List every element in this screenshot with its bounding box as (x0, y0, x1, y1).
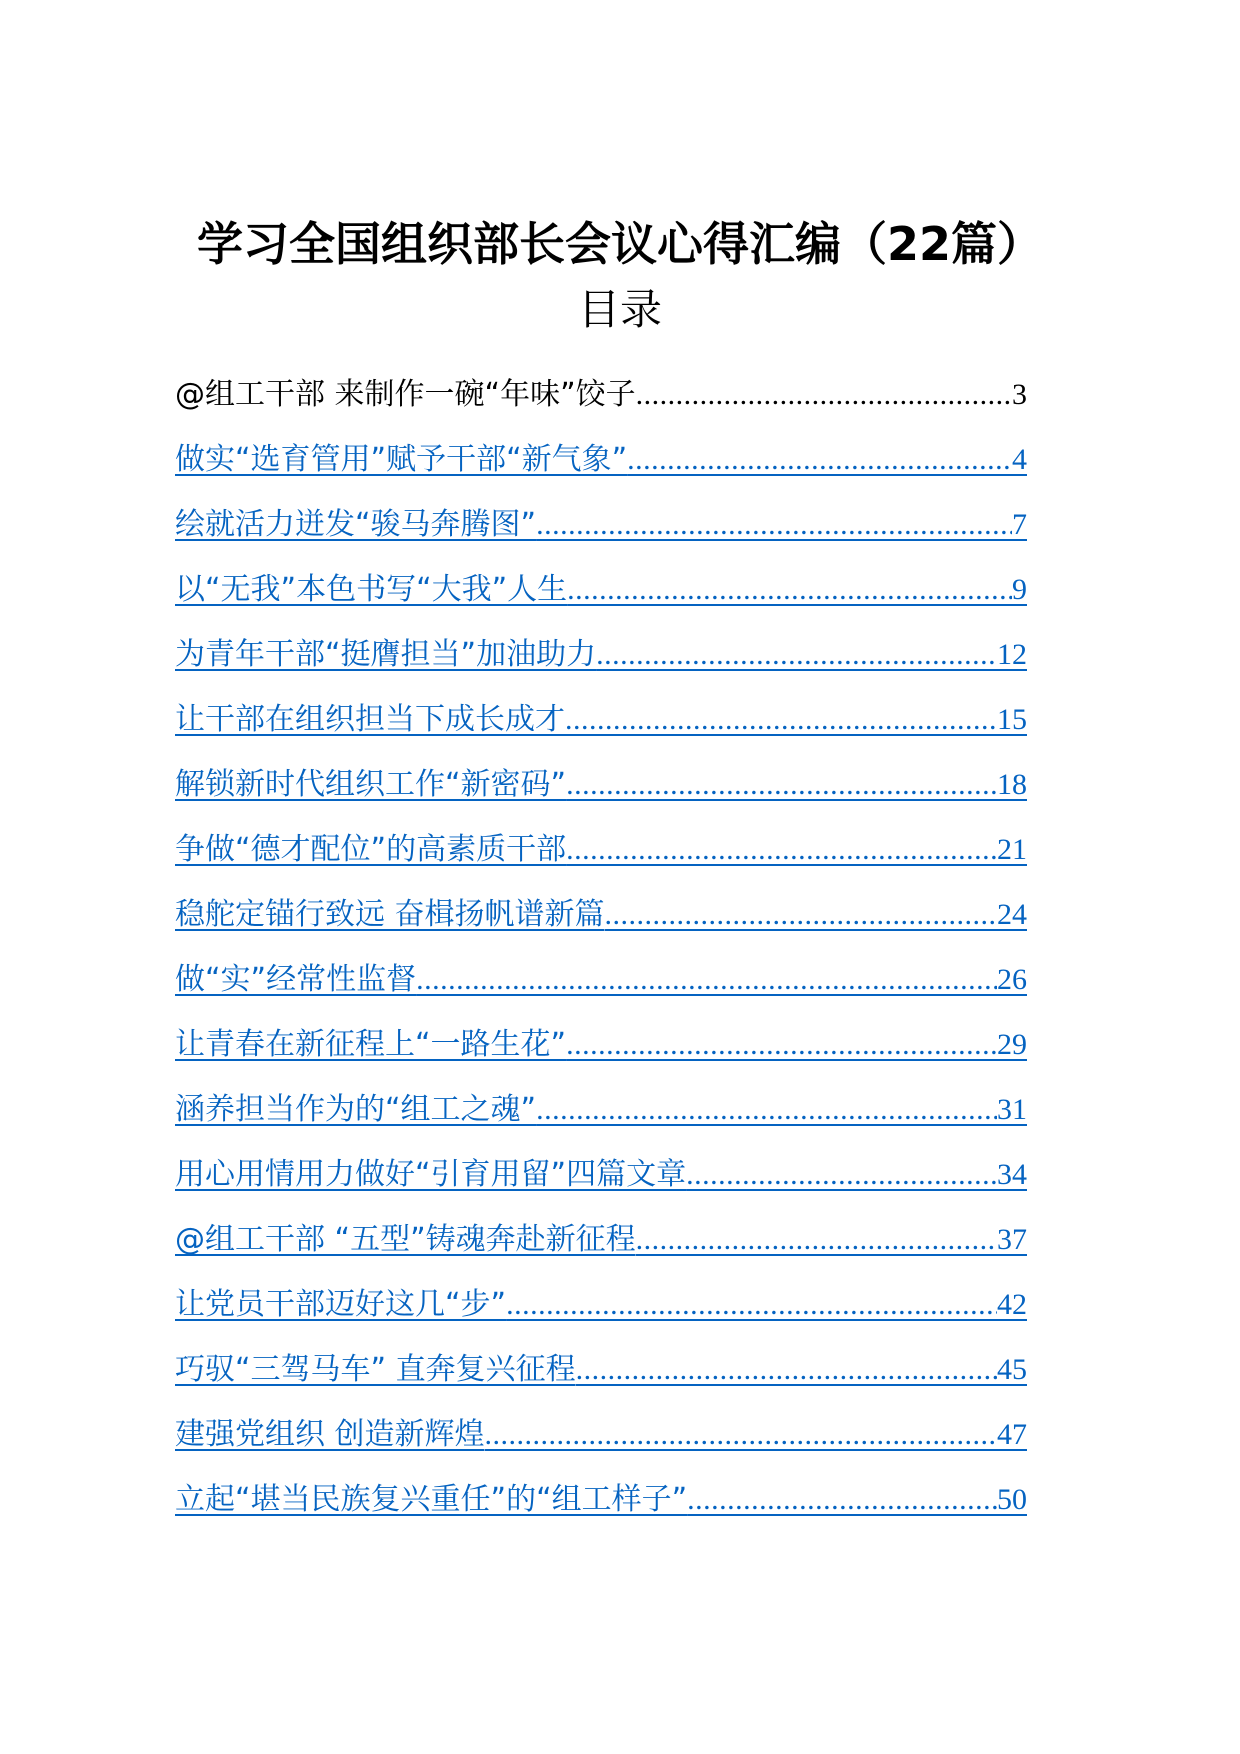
toc-link-6[interactable] (175, 677, 1027, 742)
toc-entry-title: 用心用情用力做好“引育用留”四篇文章 (175, 1157, 687, 1192)
toc-link-2[interactable] (175, 417, 1027, 482)
toc-entry-title: 做实“选育管用”赋予干部“新气象” (175, 442, 628, 477)
toc-entry-page: 4 (1012, 443, 1027, 476)
toc-entry-page: 3 (1012, 378, 1027, 411)
toc-entry-title: 稳舵定锚行致远 奋楫扬帆谱新篇 (175, 897, 605, 932)
toc-link-17[interactable] (175, 1392, 1027, 1457)
toc-entry-title: 建强党组织 创造新辉煌 (175, 1417, 485, 1452)
toc-entry-title: 立起“堪当民族复兴重任”的“组工样子” (175, 1482, 688, 1517)
toc-entry-page: 15 (997, 703, 1027, 736)
toc-entry-title: 争做“德才配位”的高素质干部 (175, 832, 567, 867)
toc-entry-page: 45 (997, 1353, 1027, 1386)
toc-leader-dots (687, 1478, 997, 1522)
toc-entry-1 (175, 352, 1027, 417)
toc-leader-dots (565, 698, 997, 742)
toc-link-18[interactable] (175, 1457, 1027, 1522)
toc-leader-dots (485, 1413, 997, 1457)
toc-leader-dots (566, 763, 997, 807)
toc-link-10[interactable] (175, 937, 1027, 1002)
toc-link-14[interactable] (175, 1197, 1027, 1262)
toc-entry-title: 涵养担当作为的“组工之魂” (175, 1092, 537, 1127)
toc-link-7[interactable] (175, 742, 1027, 807)
toc-link-3[interactable] (175, 482, 1027, 547)
toc-leader-dots (686, 1153, 997, 1197)
toc-entry-title: @组工干部 来制作一碗“年味”饺子 (175, 377, 636, 412)
toc-heading: 目录 (577, 285, 662, 334)
toc-entry-title: 以“无我”本色书写“大我”人生 (175, 572, 568, 607)
toc-leader-dots (566, 1023, 997, 1067)
toc-leader-dots (636, 1218, 997, 1262)
toc-link-11[interactable] (175, 1002, 1027, 1067)
toc-link-8[interactable] (175, 807, 1027, 872)
document-title: 学习全国组织部长会议心得汇编（22篇） (196, 217, 1043, 271)
toc-entry-page: 9 (1012, 573, 1027, 606)
toc-entry-title: 让青春在新征程上“一路生花” (175, 1027, 567, 1062)
toc-entry-page: 12 (997, 638, 1027, 671)
toc-entry-page: 42 (997, 1288, 1027, 1321)
table-of-contents (175, 352, 1027, 1522)
toc-entry-title: 巧驭“三驾马车” 直奔复兴征程 (175, 1352, 576, 1387)
toc-entry-page: 37 (997, 1223, 1027, 1256)
toc-entry-page: 7 (1012, 508, 1027, 541)
toc-entry-title: 做“实”经常性监督 (175, 962, 417, 997)
toc-entry-page: 34 (997, 1158, 1027, 1191)
toc-entry-page: 26 (997, 963, 1027, 996)
toc-link-16[interactable] (175, 1327, 1027, 1392)
toc-entry-page: 24 (997, 898, 1027, 931)
toc-entry-title: 让干部在组织担当下成长成才 (175, 702, 565, 737)
toc-link-12[interactable] (175, 1067, 1027, 1132)
toc-leader-dots (576, 1348, 997, 1392)
toc-entry-title: 绘就活力迸发“骏马奔腾图” (175, 507, 537, 542)
toc-link-13[interactable] (175, 1132, 1027, 1197)
toc-link-5[interactable] (175, 612, 1027, 677)
toc-entry-title: 解锁新时代组织工作“新密码” (175, 767, 567, 802)
toc-entry-title: 让党员干部迈好这几“步” (175, 1287, 507, 1322)
toc-entry-page: 47 (997, 1418, 1027, 1451)
toc-leader-dots (506, 1283, 997, 1327)
toc-link-9[interactable] (175, 872, 1027, 937)
toc-entry-page: 31 (997, 1093, 1027, 1126)
toc-entry-page: 21 (997, 833, 1027, 866)
toc-leader-dots (627, 438, 1012, 482)
toc-leader-dots (605, 893, 997, 937)
toc-entry-page: 18 (997, 768, 1027, 801)
toc-entry-page: 50 (997, 1483, 1027, 1516)
toc-leader-dots (567, 568, 1012, 612)
toc-link-15[interactable] (175, 1262, 1027, 1327)
toc-leader-dots (416, 958, 997, 1002)
toc-leader-dots (536, 503, 1012, 547)
toc-entry-title: @组工干部 “五型”铸魂奔赴新征程 (175, 1222, 636, 1257)
toc-leader-dots (536, 1088, 997, 1132)
toc-leader-dots (636, 373, 1012, 417)
toc-leader-dots (566, 828, 997, 872)
toc-entry-page: 29 (997, 1028, 1027, 1061)
toc-entry-title: 为青年干部“挺膺担当”加油助力 (175, 637, 597, 672)
toc-leader-dots (596, 633, 997, 677)
toc-link-4[interactable] (175, 547, 1027, 612)
